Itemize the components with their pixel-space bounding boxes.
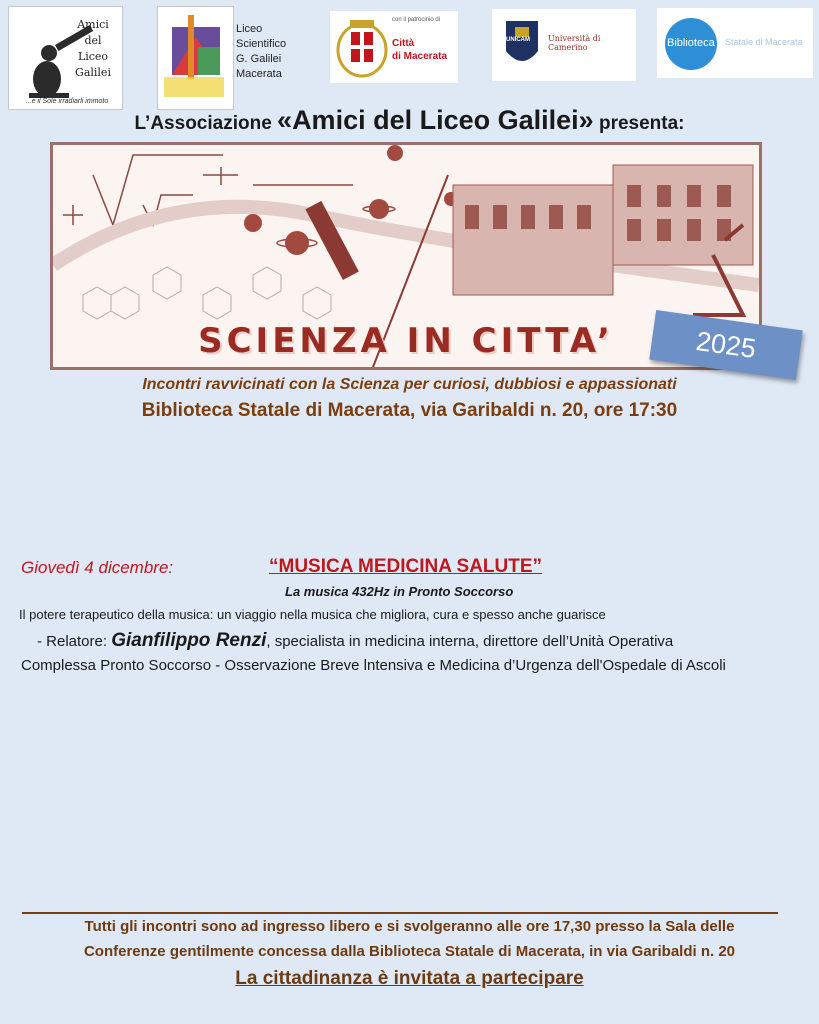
city-crest-icon xyxy=(332,12,392,82)
speaker-name: Gianfilippo Renzi xyxy=(111,630,267,651)
logo-liceo-scientifico xyxy=(157,6,234,110)
unicam-shield-icon xyxy=(502,17,542,73)
unicam-badge: UNICAM xyxy=(506,37,530,43)
logo-amici-liceo-galilei xyxy=(8,6,123,110)
headline-prefix: L’Associazione xyxy=(134,113,278,134)
patrocinio-text: con il patrocinio di xyxy=(392,17,441,23)
biblioteca-name: Biblioteca xyxy=(667,37,715,49)
unicam-name: Università di Camerino xyxy=(548,34,601,52)
citta-name: Città di Macerata xyxy=(392,38,448,62)
speaker-role-2: Complessa Pronto Soccorso - Osservazione Breve lntensiva e Medicina d’Urgenza dell'Ospedale di Ascoli xyxy=(21,657,726,674)
headline-suffix: presenta: xyxy=(593,113,685,134)
biblioteca-suffix: Statale di Macerata xyxy=(725,37,803,47)
footer-line-1: Tutti gli incontri sono ad ingresso libero e si svolgeranno alle ore 17,30 presso la Sala delle xyxy=(84,918,735,935)
tagline: Incontri ravvicinati con la Scienza per curiosi, dubbiosi e appassionati xyxy=(142,376,677,393)
event-date: Giovedì 4 dicembre: xyxy=(21,558,174,577)
headline-association: «Amici del Liceo Galilei» xyxy=(277,105,594,135)
venue: Biblioteca Statale di Macerata, via Garibaldi n. 20, ore 17:30 xyxy=(141,400,678,421)
footer-divider xyxy=(22,912,778,914)
footer-invite: La cittadinanza è invitata a partecipare xyxy=(235,968,584,989)
event-title: “MUSICA MEDICINA SALUTE” xyxy=(269,556,543,577)
logo-unicam xyxy=(492,9,636,81)
footer-line-2: Conferenze gentilmente concessa dalla Biblioteca Statale di Macerata, in via Garibaldi n. 20 xyxy=(83,943,736,960)
banner-title: SCIENZA IN CITTA’ xyxy=(198,321,614,361)
speaker-line xyxy=(37,630,673,652)
logo-biblioteca xyxy=(657,8,813,78)
liceo-emblem-icon xyxy=(158,7,233,109)
speaker-prefix: - Relatore: xyxy=(37,633,112,650)
speaker-role-1: , specialista in medicina interna, direttore dell’Unità Operativa xyxy=(266,633,674,650)
event-description: Il potere terapeutico della musica: un viaggio nella musica che migliora, cura e spesso anche guarisce xyxy=(19,607,606,622)
event-subtitle: La musica 432Hz in Pronto Soccorso xyxy=(285,584,514,599)
amici-logo-text: Amici del Liceo Galilei xyxy=(75,18,111,79)
year-badge: 2025 xyxy=(649,310,803,380)
amici-motto: ...e il Sole irradiarli immoto xyxy=(25,98,109,105)
headline xyxy=(0,105,819,136)
liceo-logo-text: Liceo Scientifico G. Galilei Macerata xyxy=(236,23,287,80)
logo-citta-di-macerata xyxy=(330,11,458,83)
